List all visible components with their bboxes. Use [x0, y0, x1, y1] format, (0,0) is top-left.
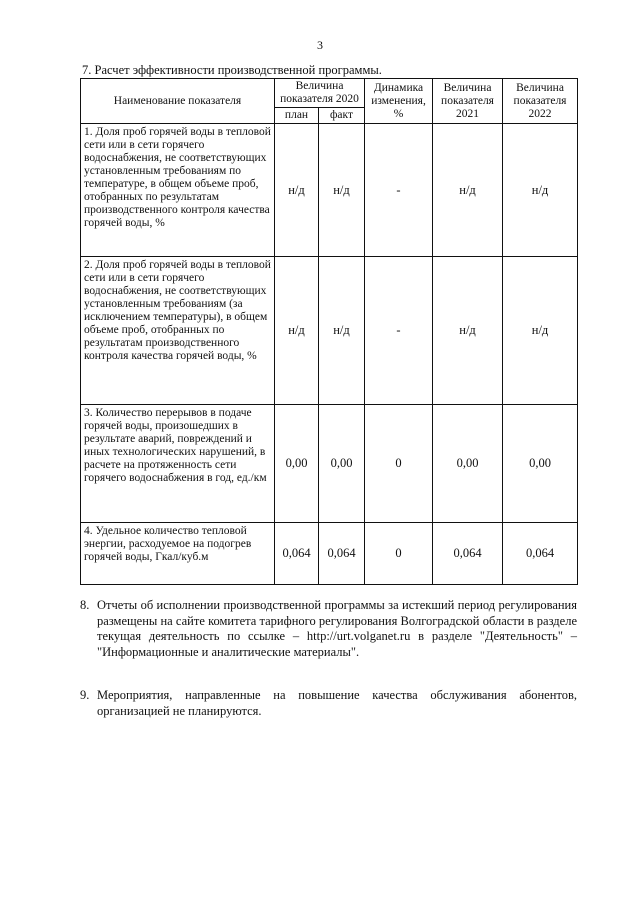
table-row [81, 523, 578, 585]
item-9-paragraph [80, 688, 577, 719]
dynamics-cell: 0 [365, 405, 433, 523]
value-2022-cell: н/д [503, 257, 578, 405]
dynamics-cell: 0 [365, 523, 433, 585]
header-value-2022: Величина показателя 2022 [503, 79, 578, 124]
plan-2020-cell: н/д [275, 257, 319, 405]
header-fact: факт [319, 108, 365, 124]
plan-2020-cell: 0,064 [275, 523, 319, 585]
fact-2020-cell: н/д [319, 257, 365, 405]
value-2022-cell: н/д [503, 124, 578, 257]
value-2022-cell: 0,00 [503, 405, 578, 523]
indicator-name: 1. Доля проб горячей воды в тепловой сети или в сети горячего водоснабжения, не соответствующих установленным требованиям по температуре, в общем объеме проб, отобранных по результатам производственного контроля качества горячей воды, % [81, 124, 275, 257]
item-8-number: 8. [80, 598, 90, 612]
fact-2020-cell: 0,00 [319, 405, 365, 523]
value-2021-cell: н/д [433, 257, 503, 405]
table-row [81, 405, 578, 523]
table-row [81, 257, 578, 405]
indicator-name: 2. Доля проб горячей воды в тепловой сети или в сети горячего водоснабжения, не соответствующих установленным требованиям (за исключением температуры), в общем объеме проб, отобранных по результатам производственного контроля качества горячей воды, % [81, 257, 275, 405]
dynamics-cell: - [365, 124, 433, 257]
fact-2020-cell: 0,064 [319, 523, 365, 585]
header-dynamics: Динамика изменения, % [365, 79, 433, 124]
value-2021-cell: 0,064 [433, 523, 503, 585]
header-value-2020: Величина показателя 2020 [275, 79, 365, 108]
plan-2020-cell: н/д [275, 124, 319, 257]
header-plan: план [275, 108, 319, 124]
table-row [81, 124, 578, 257]
value-2022-cell: 0,064 [503, 523, 578, 585]
value-2021-cell: 0,00 [433, 405, 503, 523]
section-7-title: 7. Расчет эффективности производственной программы. [82, 63, 382, 77]
header-value-2021: Величина показателя 2021 [433, 79, 503, 124]
item-8-text: Отчеты об исполнении производственной программы за истекший период регулирования размещены на сайте комитета тарифного регулирования Волгоградской области в разделе текущая деятельность по ссылке – http://urt.volganet.ru в разделе "Деятельность" – "Информационные и аналитические материалы". [97, 598, 577, 659]
value-2021-cell: н/д [433, 124, 503, 257]
dynamics-cell: - [365, 257, 433, 405]
efficiency-table [80, 78, 578, 585]
header-name: Наименование показателя [81, 79, 275, 124]
fact-2020-cell: н/д [319, 124, 365, 257]
indicator-name: 4. Удельное количество тепловой энергии, расходуемое на подогрев горячей воды, Гкал/куб.м [81, 523, 275, 585]
indicator-name: 3. Количество перерывов в подаче горячей воды, произошедших в результате аварий, повреждений и иных технологических нарушений, в расчете на протяженность сети горячего водоснабжения в год, ед./км [81, 405, 275, 523]
plan-2020-cell: 0,00 [275, 405, 319, 523]
item-9-number: 9. [80, 688, 90, 702]
item-8-paragraph [80, 598, 577, 660]
page-number: 3 [317, 38, 323, 52]
item-9-text: Мероприятия, направленные на повышение качества обслуживания абонентов, организацией не планируются. [97, 688, 577, 718]
